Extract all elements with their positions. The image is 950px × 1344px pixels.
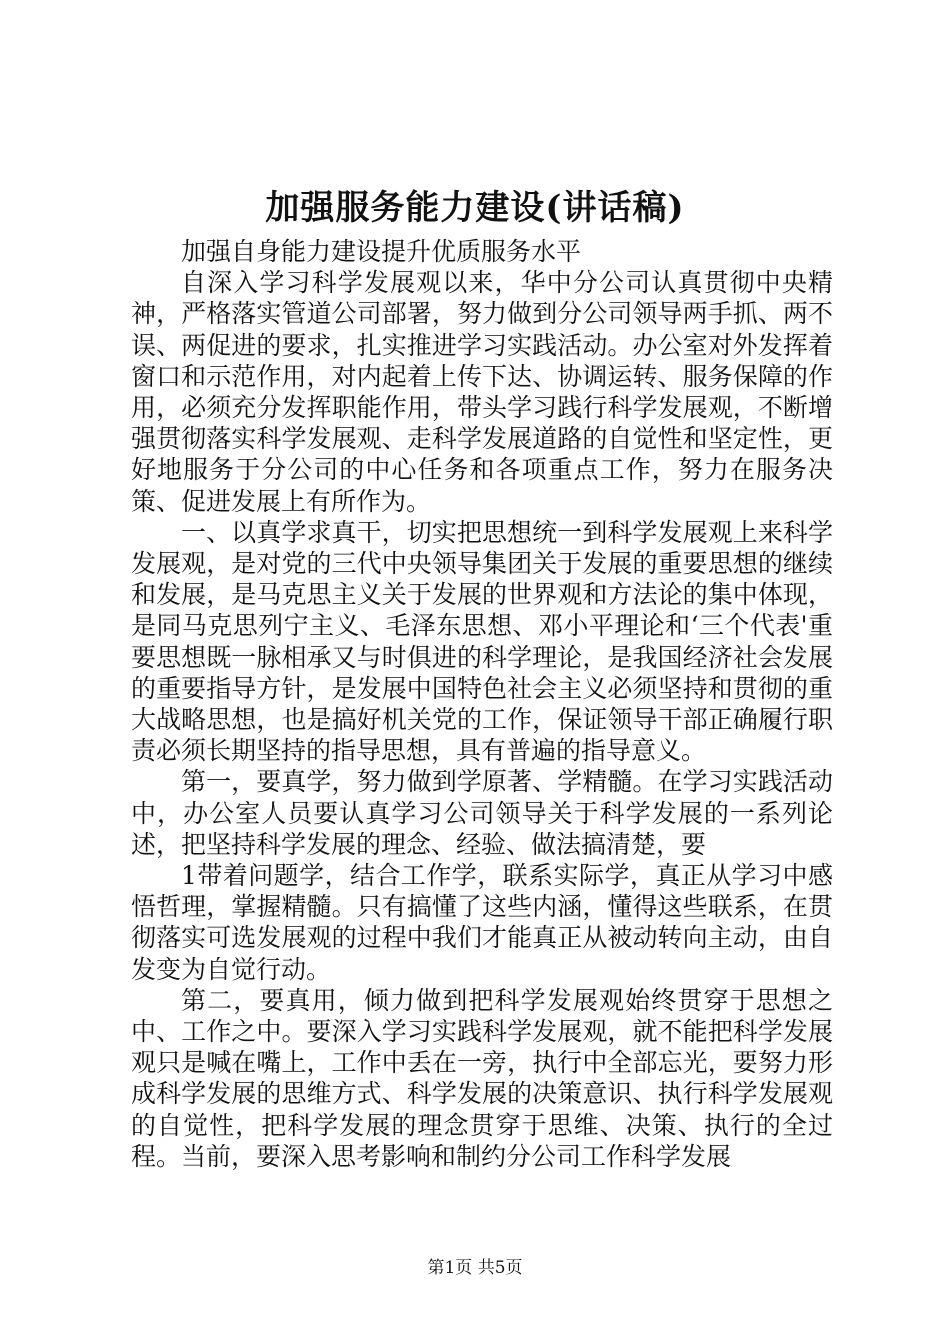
paragraph-first-point-continued: 1带着问题学，结合工作学，联系实际学，真正从学习中感悟哲理，掌握精髓。只有搞懂了这些内涵，懂得这些联系，在贯彻落实可选发展观的过程中我们才能真正从被动转向主动，由自发变为自觉行动。 <box>131 861 833 984</box>
document-title: 加强服务能力建设(讲话稿) <box>265 188 685 228</box>
paragraph-intro: 自深入学习科学发展观以来，华中分公司认真贯彻中央精神，严格落实管道公司部署，努力做到分公司领导两手抓、两不误、两促进的要求，扎实推进学习实践活动。办公室对外发挥着窗口和示范作用，对内起着上传下达、协调运转、服务保障的作用，必须充分发挥职能作用，带头学习践行科学发展观，不断增强贯彻落实科学发展观、走科学发展道路的自觉性和坚定性，更好地服务于分公司的中心任务和各项重点工作，努力在服务决策、促进发展上有所作为。 <box>131 268 833 516</box>
document-body <box>131 236 833 1172</box>
paragraph-first-point: 第一，要真学，努力做到学原著、学精髓。在学习实践活动中，办公室人员要认真学习公司领导关于科学发展的一系列论述，把坚持科学发展的理念、经验、做法搞清楚，要 <box>131 767 833 859</box>
paragraph-second-point: 第二，要真用，倾力做到把科学发展观始终贯穿于思想之中、工作之中。要深入学习实践科学发展观，就不能把科学发展观只是喊在嘴上，工作中丢在一旁，执行中全部忘光，要努力形成科学发展的思维方式、科学发展的决策意识、执行科学发展观的自觉性，把科学发展的理念贯穿于思维、决策、执行的全过程。当前，要深入思考影响和制约分公司工作科学发展 <box>131 985 833 1171</box>
paragraph-section-one: 一、以真学求真干，切实把思想统一到科学发展观上来科学发展观，是对党的三代中央领导集团关于发展的重要思想的继续和发展，是马克思主义关于发展的世界观和方法论的集中体现，是同马克思列宁主义、毛泽东思想、邓小平理论和‘三个代表'重要思想既一脉相承又与时俱进的科学理论，是我国经济社会发展的重要指导方针，是发展中国特色社会主义必须坚持和贯彻的重大战略思想，也是搞好机关党的工作，保证领导干部正确履行职责必须长期坚持的指导思想，具有普遍的指导意义。 <box>131 517 833 766</box>
document-subtitle: 加强自身能力建设提升优质服务水平 <box>181 237 582 266</box>
page-number-footer: 第1页 共5页 <box>427 1258 523 1278</box>
